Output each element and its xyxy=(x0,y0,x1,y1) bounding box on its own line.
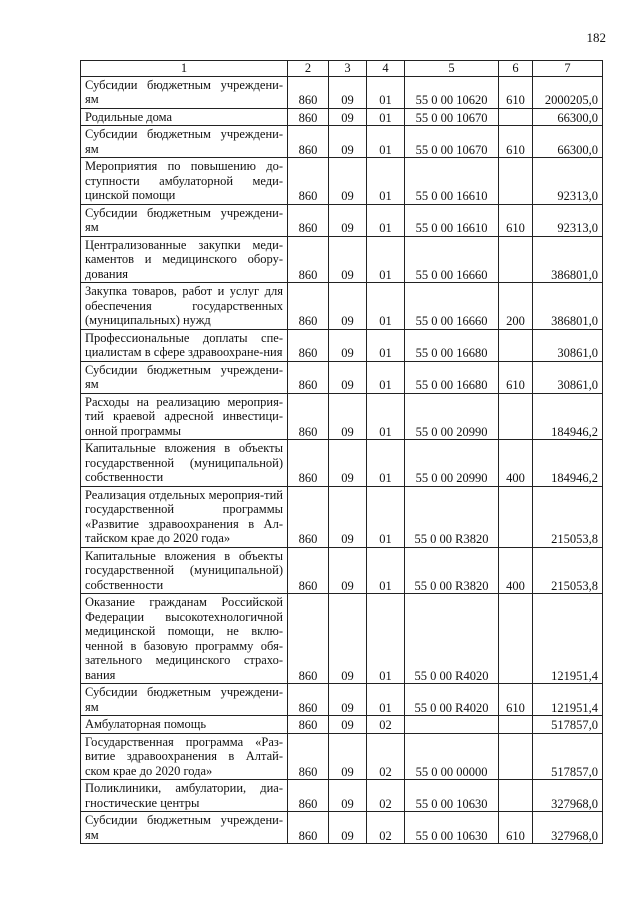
row-value-cell: 2000205,0 xyxy=(533,76,603,108)
row-value-cell: 09 xyxy=(329,684,367,716)
table-row xyxy=(81,204,603,236)
table-row xyxy=(81,76,603,108)
header-cell: 1 xyxy=(81,61,288,77)
row-name-cell: Расходы на реализацию мероприя-тий краевой адресной инвестици-онной программы xyxy=(81,393,288,440)
row-value-cell: 09 xyxy=(329,126,367,158)
row-value-cell: 01 xyxy=(367,283,405,330)
row-value-cell: 01 xyxy=(367,594,405,684)
row-value-cell: 517857,0 xyxy=(533,733,603,780)
row-value-cell: 66300,0 xyxy=(533,126,603,158)
row-value-cell: 09 xyxy=(329,486,367,547)
row-name-cell: Закупка товаров, работ и услуг для обеспечения государственных (муниципальных) нужд xyxy=(81,283,288,330)
row-value-cell: 400 xyxy=(499,547,533,594)
row-value-cell: 55 0 00 10620 xyxy=(405,76,499,108)
row-value-cell: 860 xyxy=(288,108,329,126)
row-name-cell: Мероприятия по повышению до-ступности амбулаторной меди-цинской помощи xyxy=(81,158,288,205)
row-value-cell: 55 0 00 16660 xyxy=(405,236,499,283)
row-value-cell: 30861,0 xyxy=(533,361,603,393)
row-value-cell: 09 xyxy=(329,812,367,844)
row-value-cell: 09 xyxy=(329,733,367,780)
row-name-cell: Централизованные закупки меди-каментов и медицинского обору-дования xyxy=(81,236,288,283)
row-name-cell: Субсидии бюджетным учреждени-ям xyxy=(81,126,288,158)
row-value-cell: 860 xyxy=(288,547,329,594)
row-value-cell: 01 xyxy=(367,440,405,487)
table-row xyxy=(81,547,603,594)
row-value-cell xyxy=(499,716,533,734)
row-value-cell: 860 xyxy=(288,440,329,487)
row-name-cell: Амбулаторная помощь xyxy=(81,716,288,734)
row-value-cell: 02 xyxy=(367,780,405,812)
row-value-cell: 184946,2 xyxy=(533,440,603,487)
row-value-cell: 55 0 00 10670 xyxy=(405,108,499,126)
row-value-cell: 30861,0 xyxy=(533,329,603,361)
row-value-cell xyxy=(499,108,533,126)
table-row xyxy=(81,361,603,393)
row-value-cell: 327968,0 xyxy=(533,780,603,812)
row-value-cell: 01 xyxy=(367,158,405,205)
row-value-cell: 09 xyxy=(329,361,367,393)
row-name-cell: Оказание гражданам Российской Федерации высокотехнологичной медицинской помощи, не вклю-ченной в базовую программу обя-зательного медицинского страхо-вания xyxy=(81,594,288,684)
row-value-cell: 215053,8 xyxy=(533,486,603,547)
row-value-cell: 55 0 00 16660 xyxy=(405,283,499,330)
row-value-cell: 01 xyxy=(367,361,405,393)
row-value-cell: 327968,0 xyxy=(533,812,603,844)
page-number: 182 xyxy=(586,30,606,45)
row-value-cell: 09 xyxy=(329,716,367,734)
row-value-cell: 200 xyxy=(499,283,533,330)
row-value-cell: 55 0 00 R4020 xyxy=(405,684,499,716)
row-name-cell: Субсидии бюджетным учреждени-ям xyxy=(81,361,288,393)
row-value-cell: 860 xyxy=(288,486,329,547)
row-value-cell: 860 xyxy=(288,76,329,108)
table-row xyxy=(81,812,603,844)
row-value-cell: 860 xyxy=(288,204,329,236)
row-value-cell: 55 0 00 10630 xyxy=(405,780,499,812)
row-value-cell: 55 0 00 16680 xyxy=(405,329,499,361)
table-row xyxy=(81,594,603,684)
row-value-cell: 55 0 00 R3820 xyxy=(405,547,499,594)
row-value-cell: 860 xyxy=(288,236,329,283)
row-value-cell: 121951,4 xyxy=(533,684,603,716)
row-value-cell: 386801,0 xyxy=(533,283,603,330)
row-value-cell: 860 xyxy=(288,812,329,844)
row-value-cell: 121951,4 xyxy=(533,594,603,684)
table-body xyxy=(81,76,603,844)
row-value-cell: 55 0 00 10630 xyxy=(405,812,499,844)
row-value-cell: 09 xyxy=(329,236,367,283)
table-row xyxy=(81,329,603,361)
row-value-cell: 610 xyxy=(499,361,533,393)
row-value-cell xyxy=(499,393,533,440)
row-name-cell: Государственная программа «Раз-витие здравоохранения в Алтай-ском крае до 2020 года» xyxy=(81,733,288,780)
row-value-cell: 215053,8 xyxy=(533,547,603,594)
table-row xyxy=(81,108,603,126)
table-row xyxy=(81,780,603,812)
row-value-cell: 92313,0 xyxy=(533,158,603,205)
row-value-cell: 860 xyxy=(288,126,329,158)
row-value-cell: 01 xyxy=(367,204,405,236)
row-value-cell: 09 xyxy=(329,440,367,487)
row-value-cell: 55 0 00 20990 xyxy=(405,440,499,487)
row-name-cell: Реализация отдельных мероприя-тий государственной программы «Развитие здравоохранения в Ал-тайском крае до 2020 года» xyxy=(81,486,288,547)
header-cell: 2 xyxy=(288,61,329,77)
row-value-cell: 55 0 00 16610 xyxy=(405,158,499,205)
row-value-cell: 01 xyxy=(367,76,405,108)
row-value-cell: 09 xyxy=(329,283,367,330)
row-value-cell: 55 0 00 16680 xyxy=(405,361,499,393)
row-value-cell: 09 xyxy=(329,204,367,236)
table-row xyxy=(81,236,603,283)
row-value-cell: 09 xyxy=(329,780,367,812)
table-row xyxy=(81,393,603,440)
row-value-cell: 860 xyxy=(288,716,329,734)
table-row xyxy=(81,733,603,780)
row-value-cell xyxy=(499,236,533,283)
table-row xyxy=(81,158,603,205)
row-value-cell: 55 0 00 16610 xyxy=(405,204,499,236)
row-name-cell: Профессиональные доплаты спе-циалистам в сфере здравоохране-ния xyxy=(81,329,288,361)
row-value-cell xyxy=(499,780,533,812)
table-row xyxy=(81,283,603,330)
row-value-cell: 92313,0 xyxy=(533,204,603,236)
row-name-cell: Поликлиники, амбулатории, диа-гностические центры xyxy=(81,780,288,812)
row-value-cell: 860 xyxy=(288,158,329,205)
header-cell: 3 xyxy=(329,61,367,77)
header-cell: 7 xyxy=(533,61,603,77)
row-value-cell: 610 xyxy=(499,204,533,236)
row-name-cell: Субсидии бюджетным учреждени-ям xyxy=(81,812,288,844)
row-value-cell: 55 0 00 20990 xyxy=(405,393,499,440)
row-value-cell: 860 xyxy=(288,733,329,780)
row-name-cell: Родильные дома xyxy=(81,108,288,126)
row-name-cell: Субсидии бюджетным учреждени-ям xyxy=(81,684,288,716)
row-value-cell: 01 xyxy=(367,108,405,126)
row-value-cell: 01 xyxy=(367,126,405,158)
row-value-cell: 610 xyxy=(499,126,533,158)
header-cell: 5 xyxy=(405,61,499,77)
row-value-cell: 386801,0 xyxy=(533,236,603,283)
row-value-cell: 01 xyxy=(367,393,405,440)
row-value-cell: 610 xyxy=(499,812,533,844)
row-value-cell xyxy=(499,594,533,684)
row-value-cell xyxy=(499,486,533,547)
row-value-cell: 860 xyxy=(288,329,329,361)
row-value-cell: 55 0 00 R3820 xyxy=(405,486,499,547)
row-value-cell: 860 xyxy=(288,594,329,684)
row-value-cell: 01 xyxy=(367,684,405,716)
header-row xyxy=(81,61,603,77)
row-value-cell: 860 xyxy=(288,283,329,330)
row-value-cell: 01 xyxy=(367,329,405,361)
row-value-cell: 01 xyxy=(367,486,405,547)
budget-table xyxy=(80,60,603,844)
row-value-cell: 860 xyxy=(288,393,329,440)
row-value-cell: 610 xyxy=(499,76,533,108)
row-value-cell: 610 xyxy=(499,684,533,716)
row-value-cell xyxy=(499,158,533,205)
row-value-cell: 55 0 00 R4020 xyxy=(405,594,499,684)
header-cell: 6 xyxy=(499,61,533,77)
row-value-cell: 400 xyxy=(499,440,533,487)
row-value-cell: 860 xyxy=(288,361,329,393)
row-value-cell: 184946,2 xyxy=(533,393,603,440)
row-value-cell: 02 xyxy=(367,812,405,844)
row-value-cell: 66300,0 xyxy=(533,108,603,126)
row-value-cell: 01 xyxy=(367,236,405,283)
row-value-cell: 09 xyxy=(329,594,367,684)
row-value-cell: 860 xyxy=(288,780,329,812)
row-value-cell: 09 xyxy=(329,393,367,440)
row-value-cell: 09 xyxy=(329,547,367,594)
row-value-cell: 09 xyxy=(329,329,367,361)
row-value-cell: 02 xyxy=(367,733,405,780)
row-value-cell: 02 xyxy=(367,716,405,734)
table-row xyxy=(81,716,603,734)
row-name-cell: Субсидии бюджетным учреждени-ям xyxy=(81,204,288,236)
table-row xyxy=(81,486,603,547)
row-name-cell: Субсидии бюджетным учреждени-ям xyxy=(81,76,288,108)
row-value-cell: 55 0 00 10670 xyxy=(405,126,499,158)
header-cell: 4 xyxy=(367,61,405,77)
row-value-cell: 09 xyxy=(329,158,367,205)
row-value-cell: 860 xyxy=(288,684,329,716)
table-row xyxy=(81,126,603,158)
row-value-cell: 09 xyxy=(329,76,367,108)
row-value-cell: 09 xyxy=(329,108,367,126)
table-row xyxy=(81,684,603,716)
row-name-cell: Капитальные вложения в объекты государственной (муниципальной) собственности xyxy=(81,547,288,594)
row-value-cell xyxy=(499,329,533,361)
table-row xyxy=(81,440,603,487)
row-value-cell xyxy=(405,716,499,734)
row-value-cell: 517857,0 xyxy=(533,716,603,734)
row-value-cell xyxy=(499,733,533,780)
row-value-cell: 01 xyxy=(367,547,405,594)
row-value-cell: 55 0 00 00000 xyxy=(405,733,499,780)
row-name-cell: Капитальные вложения в объекты государственной (муниципальной) собственности xyxy=(81,440,288,487)
